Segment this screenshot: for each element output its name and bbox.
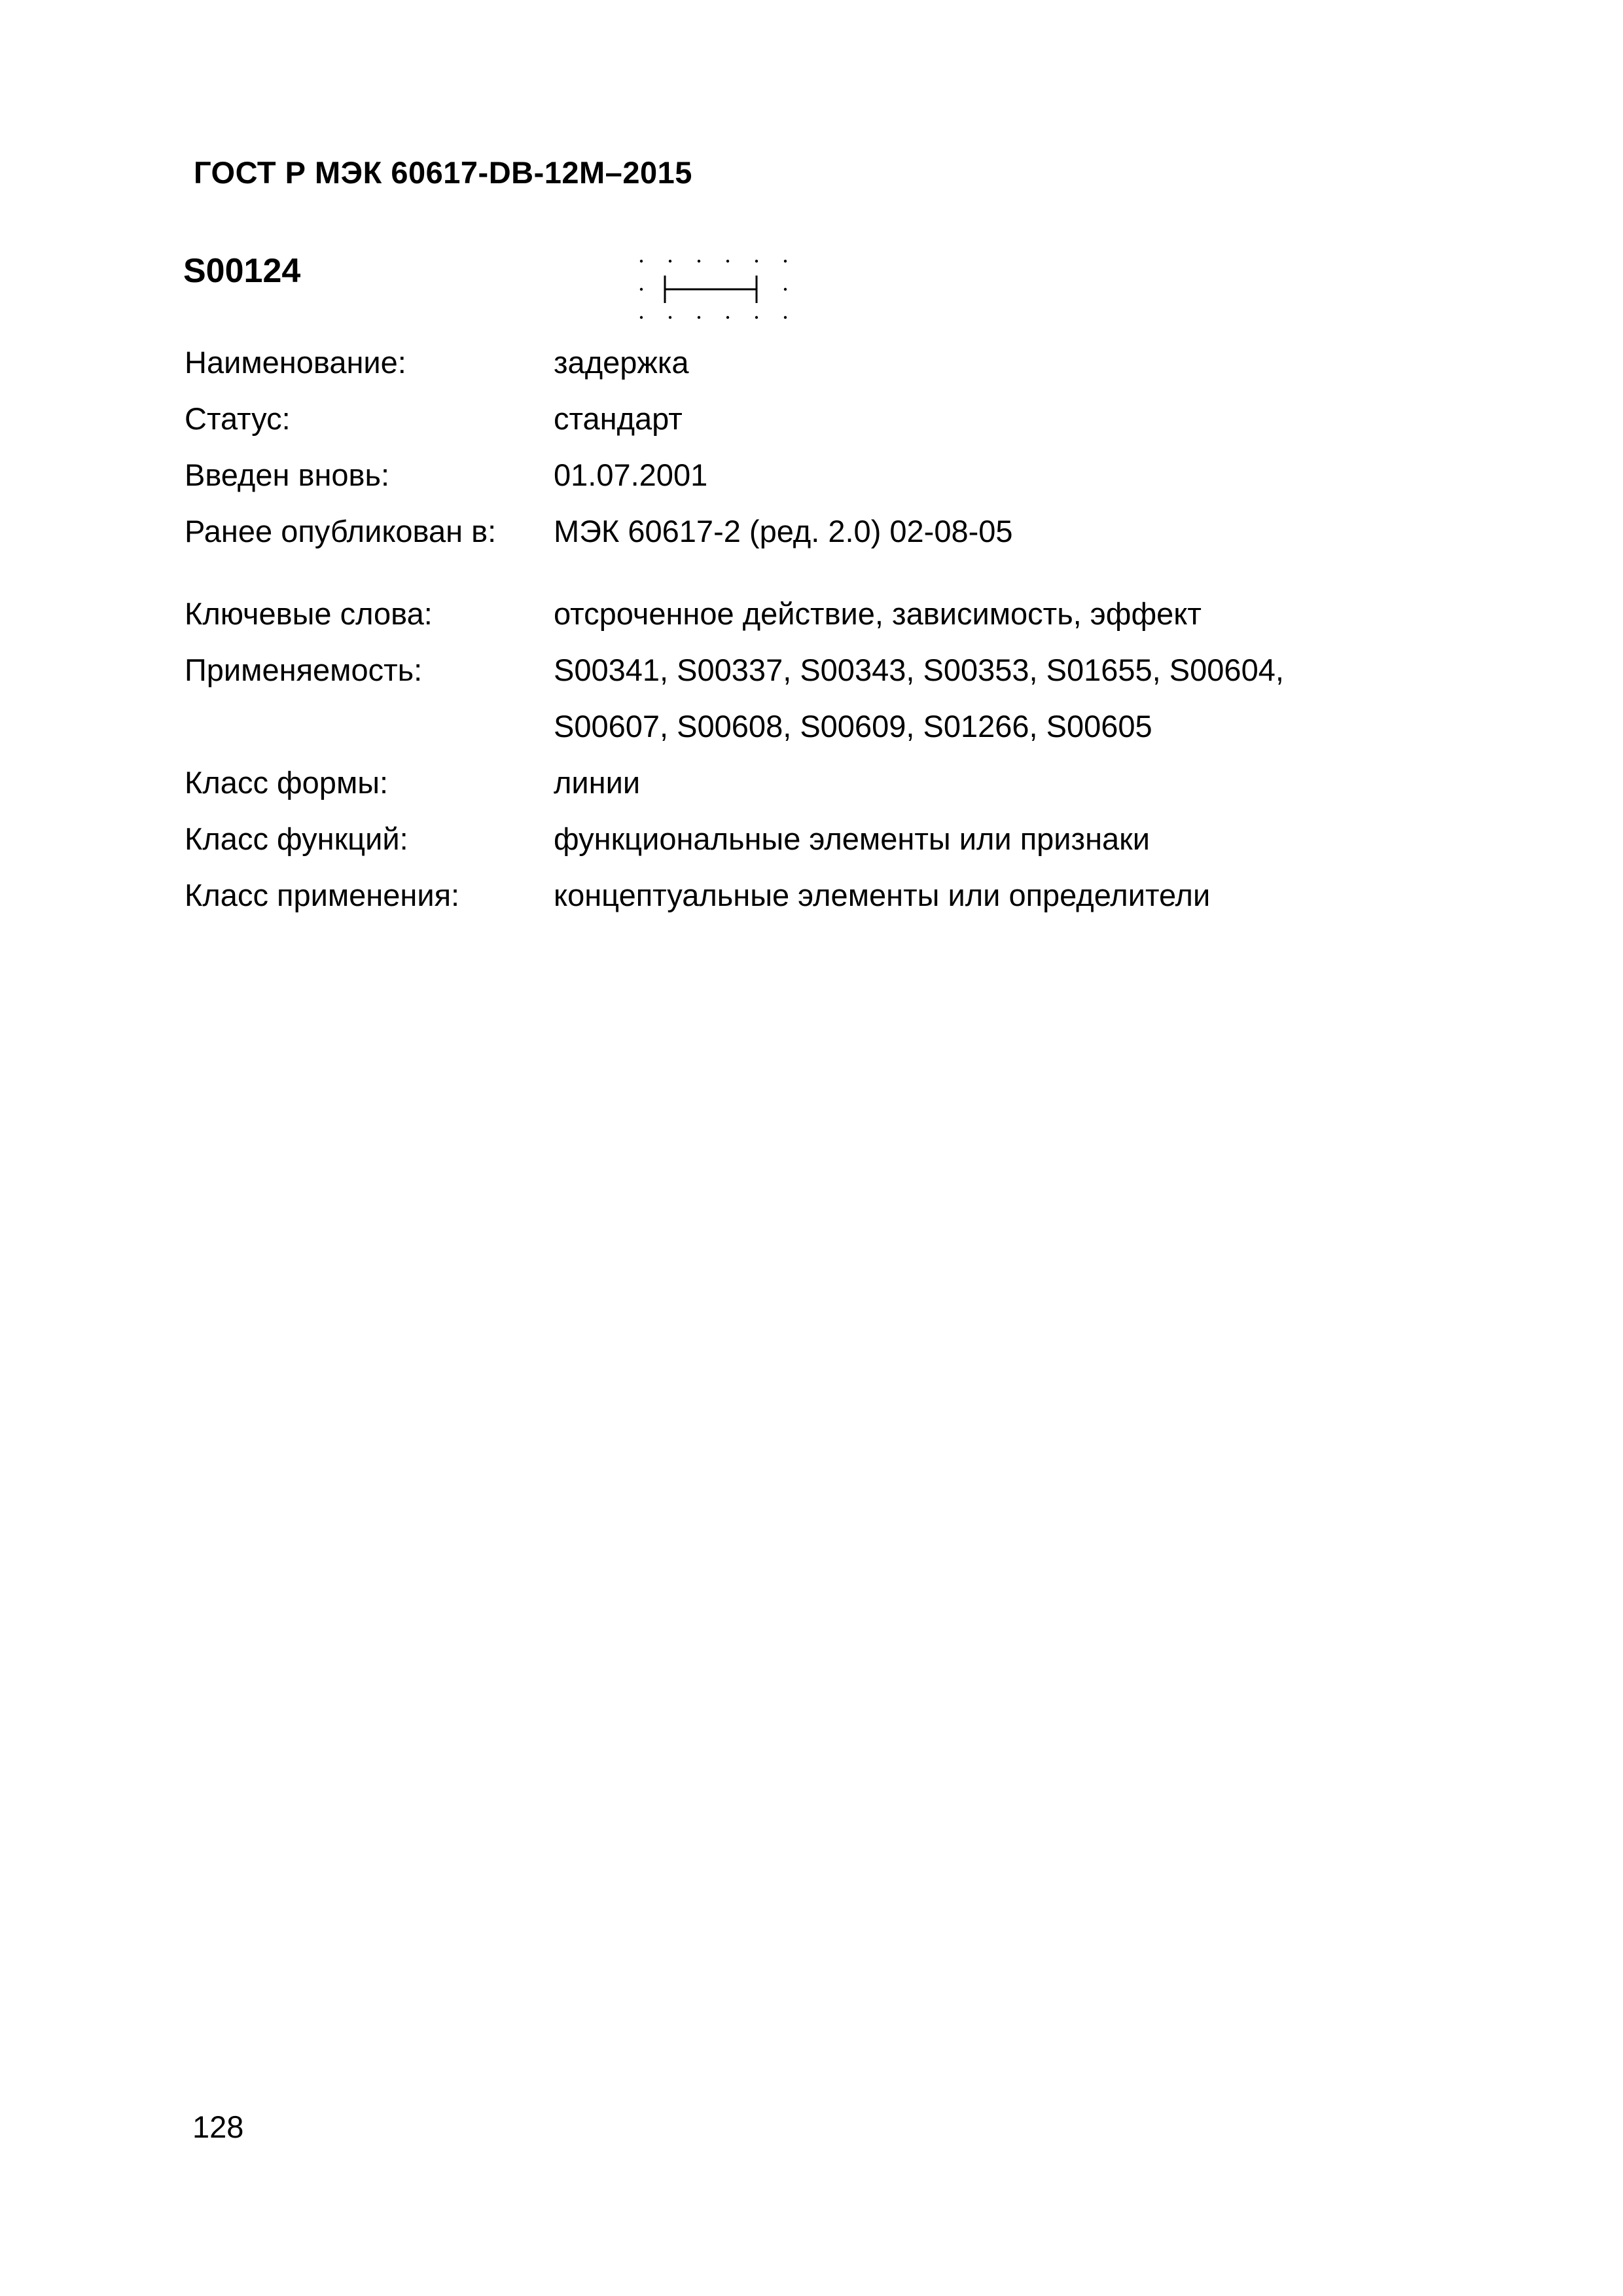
symbol-code: S00124 bbox=[183, 252, 301, 290]
delay-symbol-icon bbox=[632, 252, 789, 324]
field-label-applicability: Применяемость: bbox=[185, 653, 423, 687]
field-value-applicability-line2: S00607, S00608, S00609, S01266, S00605 bbox=[554, 709, 1152, 744]
field-label-published: Ранее опубликован в: bbox=[185, 514, 497, 548]
page-number: 128 bbox=[192, 2109, 244, 2144]
field-value-introduced: 01.07.2001 bbox=[554, 457, 708, 492]
field-label-application-class: Класс применения: bbox=[185, 878, 460, 912]
field-label-function-class: Класс функций: bbox=[185, 821, 408, 856]
field-value-shape-class: линии bbox=[554, 765, 641, 800]
field-label-keywords: Ключевые слова: bbox=[185, 596, 433, 631]
field-label-introduced: Введен вновь: bbox=[185, 457, 390, 492]
field-label-shape-class: Класс формы: bbox=[185, 765, 389, 800]
field-value-status: стандарт bbox=[554, 401, 683, 436]
field-value-function-class: функциональные элементы или признаки bbox=[554, 821, 1150, 856]
field-value-published: МЭК 60617-2 (ред. 2.0) 02-08-05 bbox=[554, 514, 1013, 548]
field-value-application-class: концептуальные элементы или определители bbox=[554, 878, 1211, 912]
field-value-applicability-line1: S00341, S00337, S00343, S00353, S01655, S00604, bbox=[554, 653, 1284, 687]
field-value-name: задержка bbox=[554, 345, 689, 380]
document-header: ГОСТ Р МЭК 60617-DB-12M–2015 bbox=[194, 155, 692, 190]
field-value-keywords: отсроченное действие, зависимость, эффект bbox=[554, 596, 1202, 631]
field-label-name: Наименование: bbox=[185, 345, 406, 380]
field-label-status: Статус: bbox=[185, 401, 291, 436]
